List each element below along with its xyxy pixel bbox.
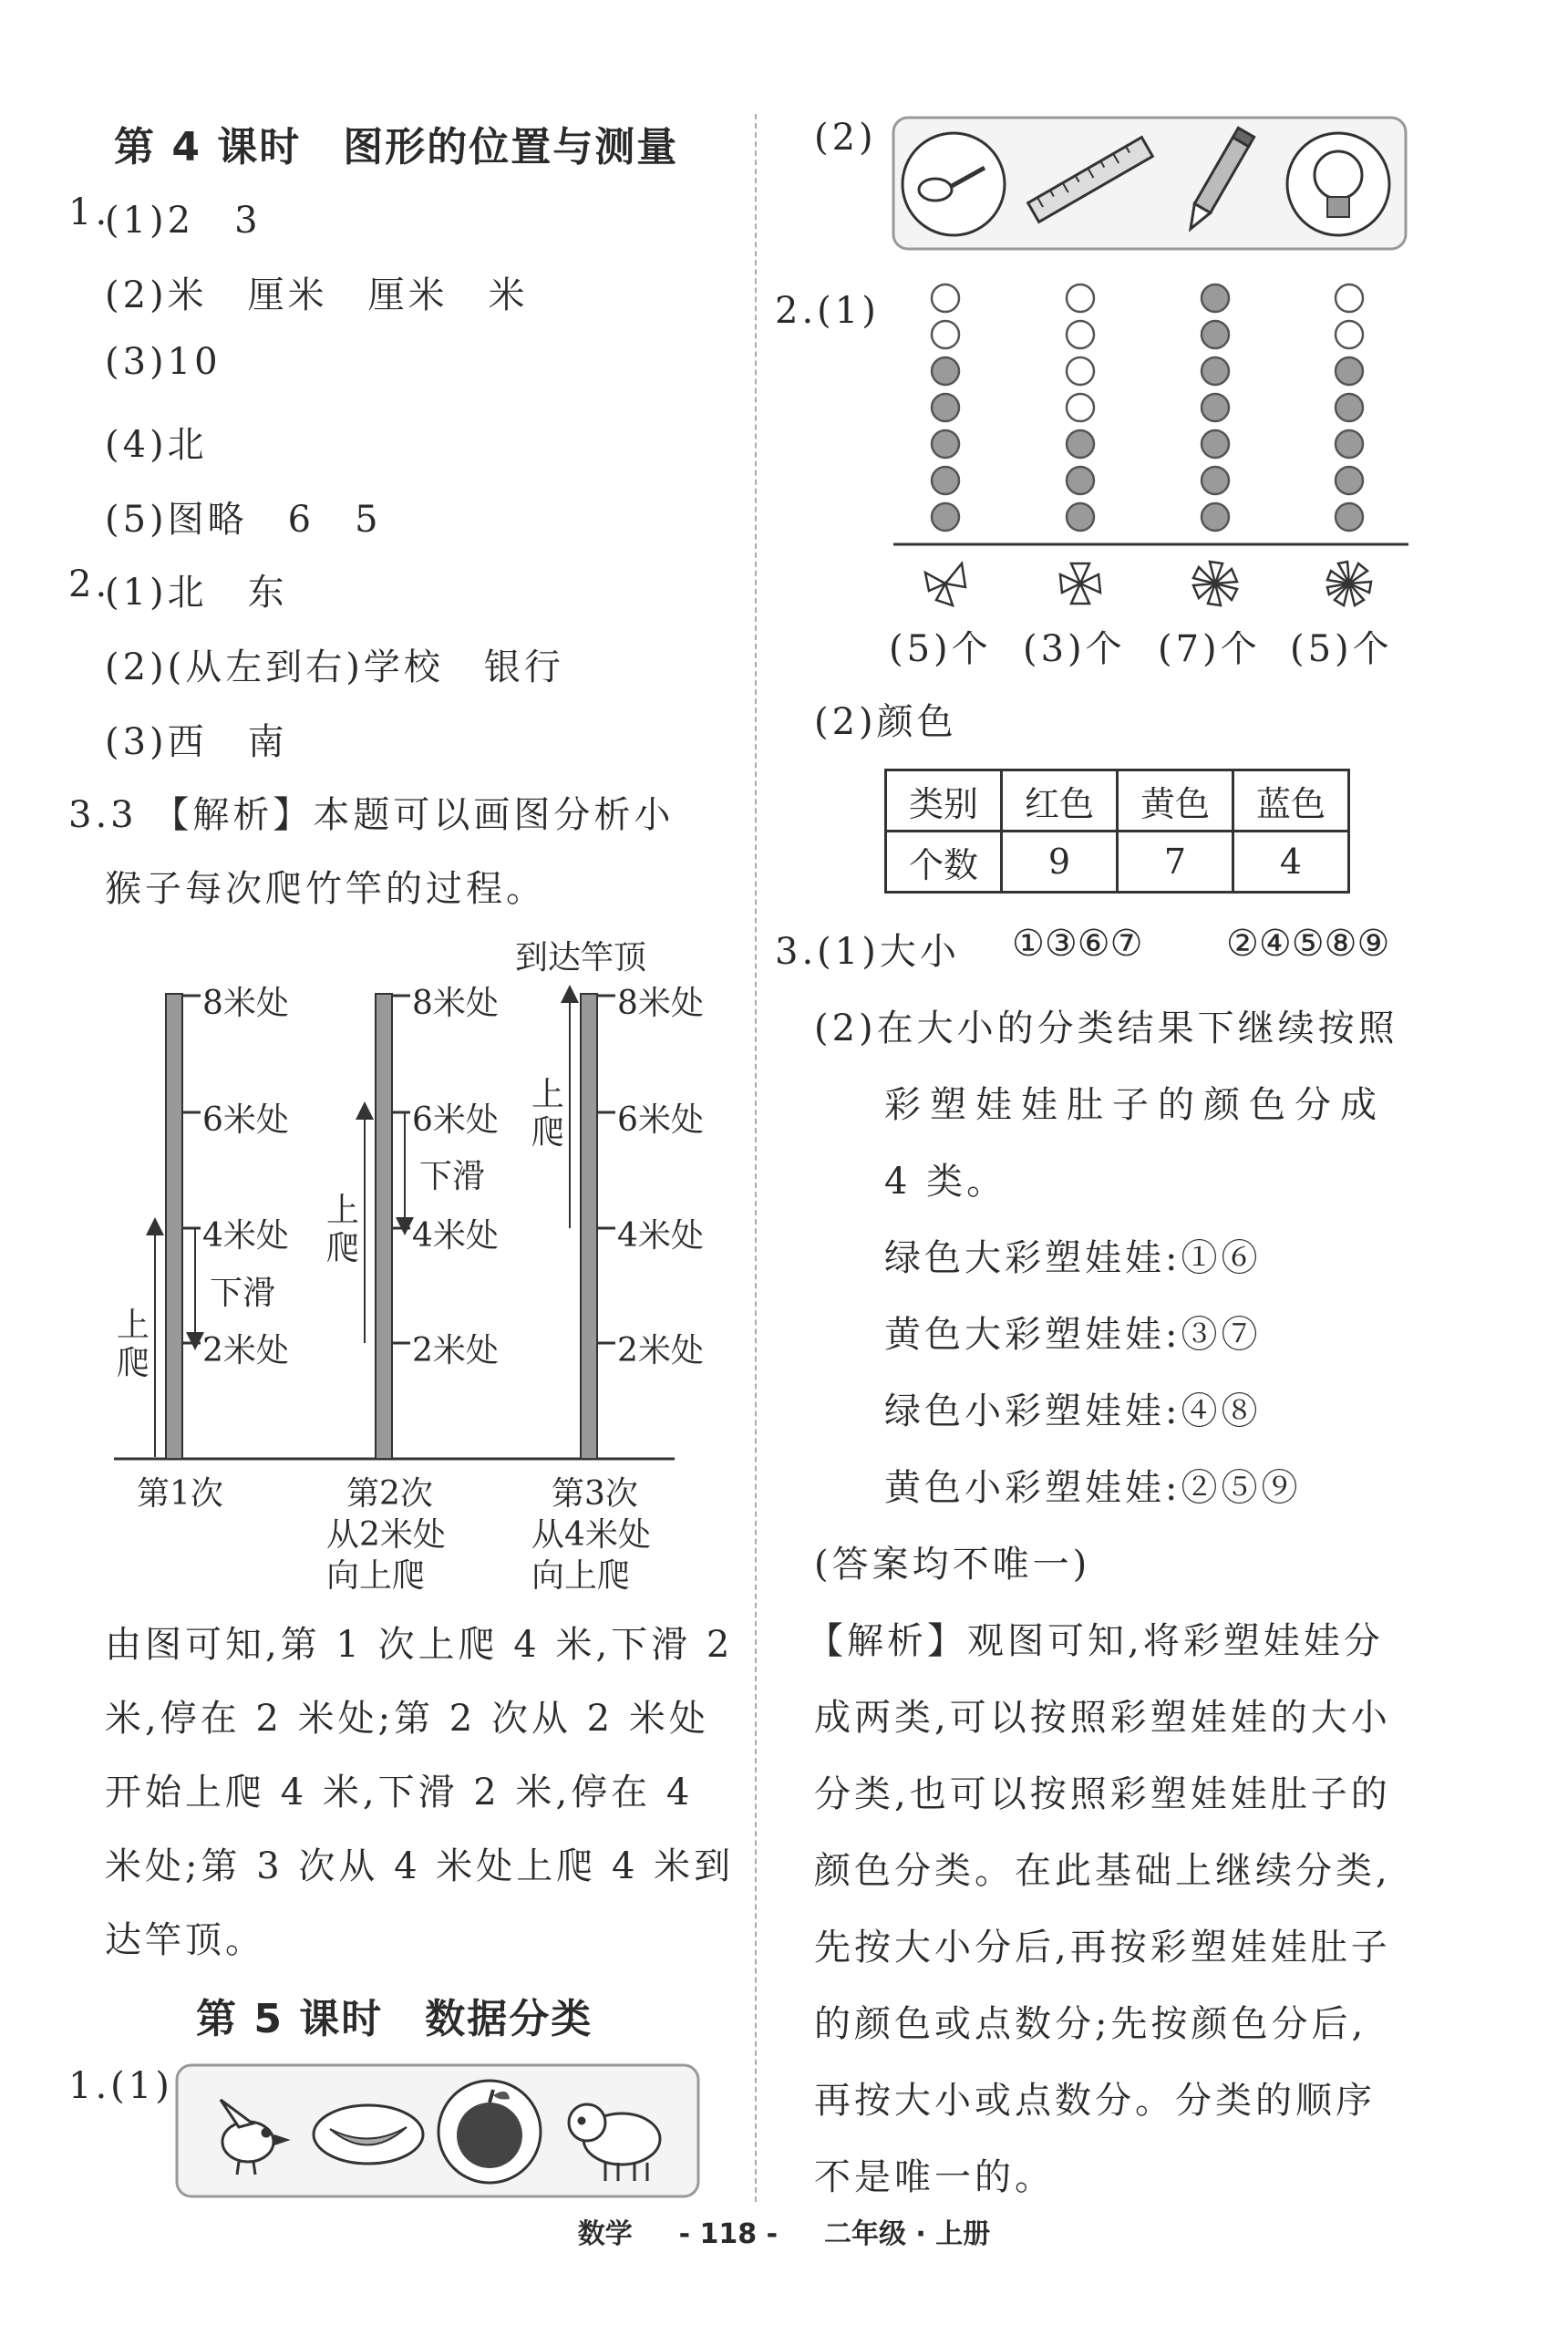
caption-attempt-2-l2: 从2米处	[326, 1516, 446, 1554]
bead	[1202, 284, 1229, 312]
caption-attempt-3-l3: 向上爬	[531, 1557, 631, 1595]
bead	[1336, 467, 1363, 494]
table-cell: 蓝色	[1233, 770, 1349, 832]
q3-group-2: 黄色大彩塑娃娃:③⑦	[884, 1314, 1262, 1356]
lesson5-q1-1: 1.(1)	[68, 2065, 173, 2107]
explanation-line-3: 开始上爬 4 米,下滑 2 米,停在 4	[105, 1772, 694, 1814]
bead	[1202, 357, 1229, 385]
q3-2-line-3: 4 类。	[884, 1161, 1007, 1203]
table-cell: 红色	[1002, 770, 1118, 832]
q3-analysis-line2: 猴子每次爬竹竿的过程。	[105, 868, 546, 910]
q3-2-line-2: 彩塑娃娃肚子的颜色分成	[884, 1084, 1386, 1126]
q1-answer-5: (5)图略 6 5	[105, 499, 382, 541]
q2-answer-3: (3)西 南	[105, 721, 288, 763]
q3-group-1: 绿色大彩塑娃娃:①⑥	[884, 1237, 1262, 1279]
bead	[1067, 357, 1094, 385]
bead	[1067, 467, 1094, 494]
bead	[1067, 284, 1094, 312]
pinwheel-icon-3	[1193, 562, 1237, 605]
climb-label-3: 上 爬	[531, 1076, 565, 1152]
table-cell: 7	[1118, 832, 1233, 893]
bead	[932, 394, 959, 421]
table-row	[886, 770, 1349, 832]
fig-mark-2m-2: 2米处	[412, 1332, 499, 1369]
fig-mark-6m-1: 6米处	[202, 1101, 289, 1139]
explanation-line-4: 米处;第 3 次从 4 米处上爬 4 米到	[105, 1845, 735, 1887]
lesson-5-title: 第 5 课时 数据分类	[196, 1996, 593, 2042]
page-number: - 118 -	[678, 2218, 779, 2250]
bead	[932, 321, 959, 348]
pinwheel-icon-1	[925, 563, 965, 605]
bead	[932, 284, 959, 312]
fig-mark-8m-3: 8米处	[617, 985, 704, 1022]
bead	[1336, 357, 1363, 385]
bead	[932, 467, 959, 494]
fig-mark-6m-2: 6米处	[412, 1101, 499, 1139]
q1-answer-1: (1)2 3	[105, 200, 262, 242]
pinwheel-icon-2	[1060, 563, 1100, 604]
banana-icon	[314, 2105, 423, 2164]
bead	[1067, 503, 1094, 531]
q1-number: 1.	[68, 191, 111, 233]
bead	[1202, 467, 1229, 494]
bead	[1067, 321, 1094, 348]
table-row	[886, 832, 1349, 893]
light-bulb-icon	[1287, 133, 1389, 235]
explanation-line-1: 由图可知,第 1 次上爬 4 米,下滑 2	[105, 1624, 734, 1666]
lesson-4-title: 第 4 课时 图形的位置与测量	[114, 124, 679, 170]
count-label-1: (5)个	[889, 628, 992, 670]
bead	[1336, 321, 1363, 348]
bead	[1336, 394, 1363, 421]
table-cell: 9	[1002, 832, 1118, 893]
fig-mark-4m-3: 4米处	[617, 1217, 704, 1255]
q3-note: (答案均不唯一)	[814, 1544, 1091, 1586]
analysis-line-6: 的颜色或点数分;先按颜色分后,	[814, 2003, 1367, 2045]
q3-1-answer: 3.(1)大小	[775, 931, 960, 973]
analysis-line-7: 再按大小或点数分。分类的顺序	[814, 2080, 1376, 2122]
bead	[1336, 503, 1363, 531]
q1-answer-2: (2)米 厘米 厘米 米	[105, 274, 529, 316]
color-count-table	[884, 769, 1350, 894]
fig-mark-8m-2: 8米处	[412, 985, 499, 1022]
climb-label-2: 上 爬	[326, 1192, 360, 1267]
bead	[1336, 430, 1363, 458]
bead	[932, 357, 959, 385]
q3-1-group-a: ①③⑥⑦	[1012, 923, 1143, 965]
fig-top-label: 到达竿顶	[515, 939, 647, 976]
caption-attempt-2-l3: 向上爬	[326, 1557, 426, 1595]
bead	[1202, 394, 1229, 421]
q1-answer-4: (4)北	[105, 424, 208, 466]
climb-label-1: 上 爬	[117, 1307, 150, 1382]
bead	[1202, 321, 1229, 348]
bead	[1202, 430, 1229, 458]
bead	[1202, 503, 1229, 531]
analysis-line-1: 【解析】观图可知,将彩塑娃娃分	[807, 1620, 1384, 1662]
analysis-line-8: 不是唯一的。	[814, 2156, 1055, 2198]
caption-attempt-2-l1: 第2次	[346, 1475, 433, 1513]
q3-2-line-1: (2)在大小的分类结果下继续按照	[814, 1008, 1398, 1049]
pinwheel-icon-4	[1327, 562, 1371, 605]
analysis-line-3: 分类,也可以按照彩塑娃娃肚子的	[814, 1773, 1391, 1815]
q2-answer-2: (2)(从左到右)学校 银行	[105, 646, 564, 688]
slide-label-1: 下滑	[210, 1275, 276, 1312]
column-divider	[755, 114, 757, 2202]
explanation-line-2: 米,停在 2 米处;第 2 次从 2 米处	[105, 1698, 709, 1740]
spoon-icon	[903, 133, 1005, 235]
caption-attempt-3-l2: 从4米处	[531, 1516, 651, 1554]
q3-analysis-head: 3.3 【解析】本题可以画图分析小	[68, 794, 675, 836]
slide-label-2: 下滑	[419, 1158, 486, 1195]
explanation-line-5: 达竿顶。	[105, 1919, 265, 1961]
q1-answer-3: (3)10	[105, 341, 222, 383]
fig-mark-8m-1: 8米处	[202, 985, 289, 1022]
q3-group-3: 绿色小彩塑娃娃:④⑧	[884, 1390, 1262, 1432]
analysis-line-4: 颜色分类。在此基础上继续分类,	[814, 1850, 1391, 1892]
page-footer	[0, 2211, 1568, 2251]
table-cell: 类别	[886, 770, 1002, 832]
fig-mark-2m-1: 2米处	[202, 1332, 289, 1369]
bead	[932, 430, 959, 458]
fig-mark-6m-3: 6米处	[617, 1101, 704, 1139]
apple-icon	[438, 2081, 541, 2183]
count-label-2: (3)个	[1023, 628, 1126, 670]
picture-box-bird-banana-apple-sheep	[175, 2063, 702, 2200]
q2-answer-1: (1)北 东	[105, 572, 288, 614]
footer-grade: 二年级 · 上册	[823, 2218, 991, 2250]
fig-mark-4m-1: 4米处	[202, 1217, 289, 1255]
table-cell: 4	[1233, 832, 1349, 893]
q2-1-label: 2.(1)	[775, 290, 880, 332]
bead	[1336, 284, 1363, 312]
bead	[1067, 430, 1094, 458]
fig-mark-4m-2: 4米处	[412, 1217, 499, 1255]
q1-2-label: (2)	[814, 117, 877, 159]
caption-attempt-3-l1: 第3次	[552, 1475, 638, 1513]
footer-subject: 数学	[577, 2218, 633, 2250]
bead-count-figure	[889, 278, 1418, 625]
count-label-4: (5)个	[1290, 628, 1393, 670]
table-cell: 黄色	[1118, 770, 1233, 832]
analysis-line-5: 先按大小分后,再按彩塑娃娃肚子	[814, 1927, 1391, 1968]
count-label-3: (7)个	[1158, 628, 1261, 670]
bead	[1067, 394, 1094, 421]
fig-mark-2m-3: 2米处	[617, 1332, 704, 1369]
caption-attempt-1: 第1次	[137, 1475, 223, 1513]
q2-2-answer: (2)颜色	[814, 701, 957, 743]
bead	[932, 503, 959, 531]
q2-number: 2.	[68, 563, 111, 605]
analysis-line-2: 成两类,可以按照彩塑娃娃的大小	[814, 1697, 1391, 1739]
q3-1-group-b: ②④⑤⑧⑨	[1226, 923, 1390, 965]
table-cell: 个数	[886, 832, 1002, 893]
q3-group-4: 黄色小彩塑娃娃:②⑤⑨	[884, 1467, 1302, 1509]
picture-box-spoon-ruler-pencil-bulb	[892, 116, 1409, 253]
